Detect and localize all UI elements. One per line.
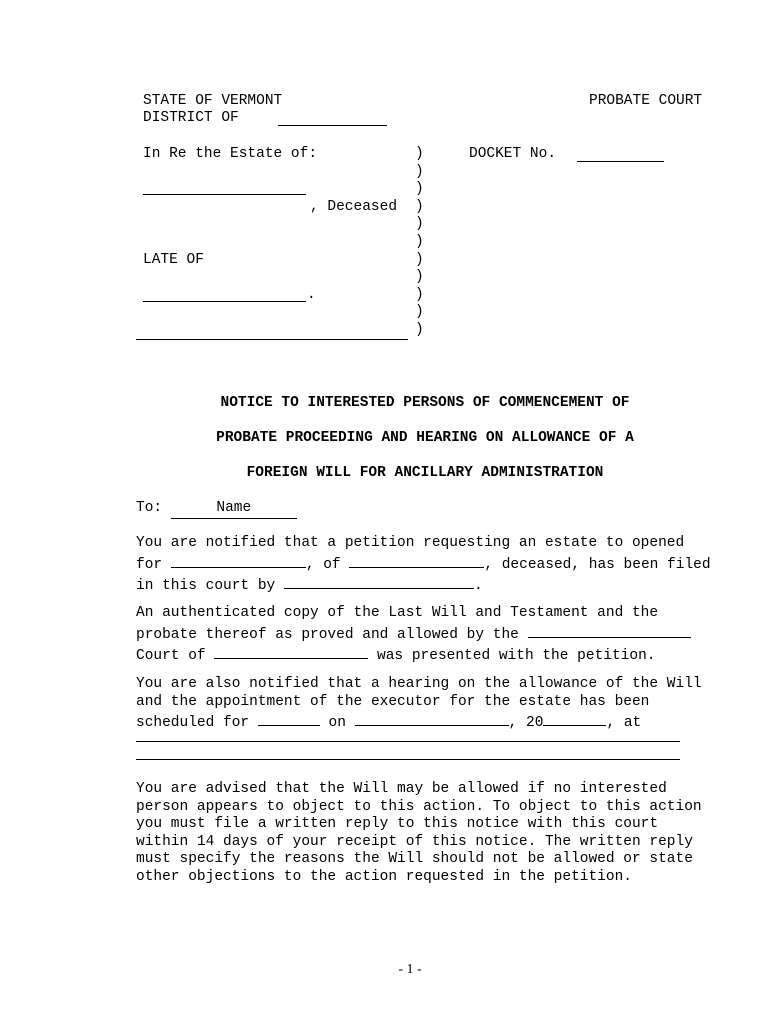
to-line bbox=[136, 500, 297, 519]
to-label: To: bbox=[136, 500, 163, 516]
allowing-court-blank[interactable] bbox=[528, 623, 691, 638]
caption-paren: ) bbox=[415, 252, 424, 268]
paragraph-hearing: You are also notified that a hearing on the allowance of the Will and the appointment of the executor for the estate has been scheduled for on , 20 , at bbox=[136, 676, 702, 732]
petition-for-blank[interactable] bbox=[171, 553, 306, 568]
paragraph-petition: You are notified that a petition requesting an estate to opened for , of , deceased, has been filed in this court by . bbox=[136, 535, 711, 595]
paragraph-authenticated-copy: An authenticated copy of the Last Will and Testament and the probate thereof as proved and allowed by the Court of was presented with the petition. bbox=[136, 605, 736, 666]
in-re-label: In Re the Estate of: bbox=[143, 146, 318, 162]
district-label: DISTRICT OF bbox=[143, 110, 239, 126]
caption-paren: ) bbox=[415, 304, 424, 320]
caption-bottom-rule bbox=[136, 339, 408, 340]
late-of-period: . bbox=[307, 287, 316, 303]
caption-paren: ) bbox=[415, 322, 424, 338]
hearing-location-line-2[interactable] bbox=[136, 759, 680, 760]
notice-title-line-2: PROBATE PROCEEDING AND HEARING ON ALLOWANCE OF A bbox=[216, 430, 634, 446]
notice-title-line-3: FOREIGN WILL FOR ANCILLARY ADMINISTRATION bbox=[246, 465, 604, 481]
caption-paren: ) bbox=[415, 269, 424, 285]
caption-paren: ) bbox=[415, 216, 424, 232]
petitioner-blank[interactable] bbox=[284, 574, 474, 589]
caption-paren: ) bbox=[415, 146, 424, 162]
district-blank[interactable] bbox=[278, 111, 387, 126]
petition-of-blank[interactable] bbox=[349, 553, 484, 568]
caption-paren: ) bbox=[415, 234, 424, 250]
hearing-year-blank[interactable] bbox=[543, 711, 606, 726]
hearing-date-blank[interactable] bbox=[355, 711, 509, 726]
notice-title-line-1: NOTICE TO INTERESTED PERSONS OF COMMENCEMENT OF bbox=[220, 395, 630, 411]
court-of-blank[interactable] bbox=[214, 644, 368, 659]
hearing-location-line-1[interactable] bbox=[136, 741, 680, 742]
page-number: - 1 - bbox=[398, 962, 422, 977]
caption-paren: ) bbox=[415, 287, 424, 303]
caption-paren: ) bbox=[415, 181, 424, 197]
caption-paren: ) bbox=[415, 199, 424, 215]
state-label: STATE OF VERMONT bbox=[143, 93, 283, 109]
deceased-label: , Deceased bbox=[310, 199, 398, 215]
caption-paren: ) bbox=[415, 164, 424, 180]
recipient-name-field[interactable]: Name bbox=[171, 500, 297, 519]
late-of-blank[interactable] bbox=[143, 287, 306, 302]
paragraph-objection: You are advised that the Will may be allowed if no interested person appears to object to this action. To object to this action you must file a written reply to this notice with this court within 14 days of your receipt of this notice. The written reply must specify the reasons the Will should not be allowed or state other objections to the action requested in the petition. bbox=[136, 781, 702, 885]
hearing-time-blank[interactable] bbox=[258, 711, 320, 726]
estate-name-blank[interactable] bbox=[143, 180, 306, 195]
late-of-label: LATE OF bbox=[143, 252, 204, 268]
docket-blank[interactable] bbox=[577, 147, 664, 162]
court-label: PROBATE COURT bbox=[589, 93, 703, 109]
docket-label: DOCKET No. bbox=[469, 146, 557, 162]
